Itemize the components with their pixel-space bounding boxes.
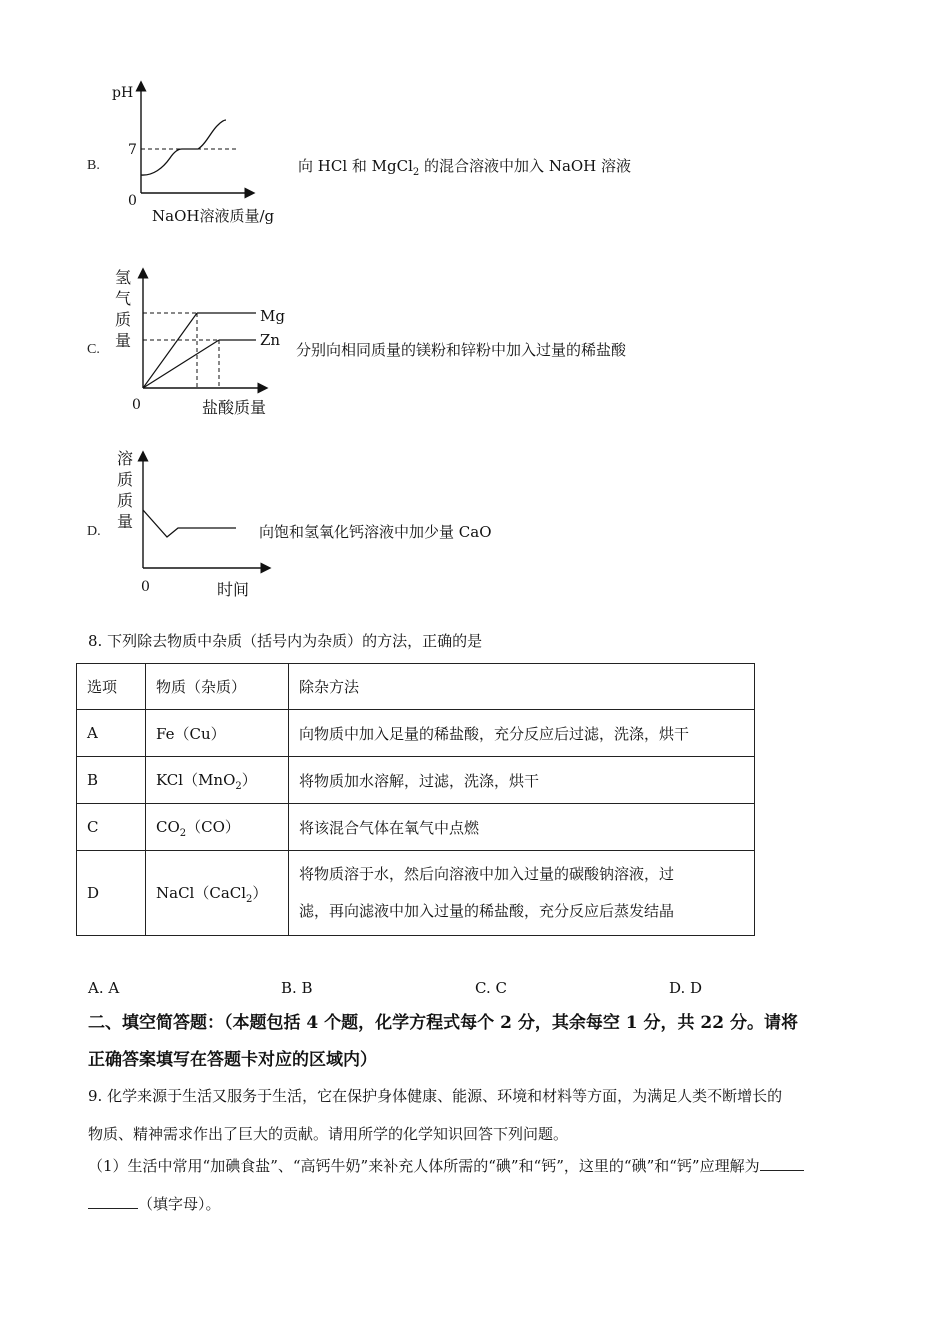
origin-label: 0 bbox=[132, 397, 141, 413]
option-b-ph-graph bbox=[108, 80, 308, 230]
row-substance: KCl（MnO$_2$） bbox=[146, 757, 289, 804]
answer-b: B. B bbox=[281, 979, 313, 997]
row-option: A bbox=[77, 710, 146, 757]
q8-stem: 8. 下列除去物质中杂质（括号内为杂质）的方法，正确的是 bbox=[88, 632, 483, 650]
option-b-description: 向 HCl 和 MgCl$_2$ 的混合溶液中加入 NaOH 溶液 bbox=[298, 157, 632, 178]
section2-heading: 二、填空简答题：（本题包括 4 个题，化学方程式每个 2 分，其余每空 1 分，共 22 分。请将 正确答案填写在答题卡对应的区域内） bbox=[88, 1013, 798, 1070]
row-method: 将物质加水溶解，过滤，洗涤，烘干 bbox=[289, 757, 755, 804]
q9-line2: 物质、精神需求作出了巨大的贡献。请用所学的化学知识回答下列问题。 bbox=[88, 1125, 569, 1143]
row-method: 将该混合气体在氧气中点燃 bbox=[289, 804, 755, 851]
table-row bbox=[77, 804, 755, 851]
q9-sub1-line1: （1）生活中常用“加碘食盐”、“高钙牛奶”来补充人体所需的“碘”和“钙”，这里的“碘”和“钙”应理解为 bbox=[88, 1155, 804, 1176]
table-header-row bbox=[77, 664, 755, 710]
ph7-label: 7 bbox=[128, 142, 137, 158]
origin-label: 0 bbox=[128, 193, 137, 209]
time-axis-label: 时间 bbox=[217, 580, 250, 599]
option-d-description: 向饱和氢氧化钙溶液中加少量 CaO bbox=[259, 523, 492, 541]
table-row bbox=[77, 710, 755, 757]
header-option: 选项 bbox=[77, 664, 146, 710]
naoh-axis-label: NaOH溶液质量/g bbox=[152, 207, 275, 225]
answer-blank[interactable] bbox=[88, 1194, 138, 1209]
row-substance: $CO_2(CO)$ bbox=[146, 804, 289, 851]
option-b-label: B. bbox=[87, 158, 100, 173]
answer-blank[interactable] bbox=[760, 1156, 804, 1171]
row-option: B bbox=[77, 757, 146, 804]
answer-c: C. C bbox=[475, 979, 507, 997]
row-substance: NaCl（CaCl$_2$） bbox=[146, 851, 289, 936]
row-method: 向物质中加入足量的稀盐酸，充分反应后过滤，洗涤，烘干 bbox=[289, 710, 755, 757]
zn-series-label: Zn bbox=[260, 331, 281, 349]
answer-d: D. D bbox=[669, 979, 703, 997]
row-substance: Fe（Cu） bbox=[146, 710, 289, 757]
y-char-1: 溶 bbox=[117, 449, 134, 468]
option-d-solute-graph bbox=[108, 448, 278, 603]
origin-label: 0 bbox=[141, 579, 150, 595]
option-c-description: 分别向相同质量的镁粉和锌粉中加入过量的稀盐酸 bbox=[296, 341, 627, 359]
y-char-1: 氢 bbox=[115, 268, 132, 287]
y-char-3: 质 bbox=[117, 491, 134, 510]
ph-axis-label: pH bbox=[112, 85, 134, 101]
row-option: C bbox=[77, 804, 146, 851]
header-substance: 物质（杂质） bbox=[146, 664, 289, 710]
option-c-label: C. bbox=[87, 342, 100, 357]
option-d-label: D. bbox=[87, 524, 101, 539]
header-method: 除杂方法 bbox=[289, 664, 755, 710]
y-char-2: 质 bbox=[117, 470, 134, 489]
mg-line-rise bbox=[143, 313, 197, 388]
option-c-hydrogen-graph bbox=[108, 265, 308, 425]
y-char-2: 气 bbox=[115, 289, 132, 308]
ph-curve bbox=[141, 120, 226, 175]
table-row bbox=[77, 851, 755, 936]
y-char-4: 量 bbox=[117, 512, 134, 531]
row-method: 将物质溶于水，然后向溶液中加入过量的碳酸钠溶液，过 滤，再向滤液中加入过量的稀盐酸，充分反应后蒸发结晶 bbox=[289, 851, 755, 936]
q9-sub1-line2: （填字母）。 bbox=[88, 1193, 221, 1214]
row-option: D bbox=[77, 851, 146, 936]
q9-line1: 9. 化学来源于生活又服务于生活，它在保护身体健康、能源、环境和材料等方面，为满足人类不断增长的 bbox=[88, 1087, 783, 1105]
answer-a: A. A bbox=[88, 979, 120, 997]
table-row bbox=[77, 757, 755, 804]
solute-curve bbox=[143, 510, 236, 537]
hcl-axis-label: 盐酸质量 bbox=[202, 398, 267, 417]
y-char-4: 量 bbox=[115, 331, 132, 350]
mg-series-label: Mg bbox=[260, 307, 285, 325]
q8-options-table bbox=[76, 663, 755, 936]
y-char-3: 质 bbox=[115, 310, 132, 329]
zn-line-rise bbox=[143, 340, 219, 388]
